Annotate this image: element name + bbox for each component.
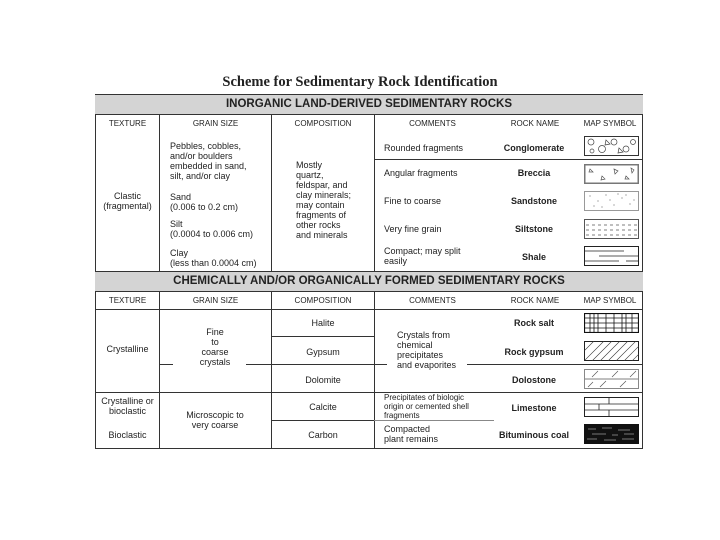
header-composition: COMPOSITION: [294, 296, 352, 305]
bituminous-coal-symbol-icon: [584, 424, 639, 444]
comment: Precipitates of biologic origin or cemented shell fragments: [384, 393, 469, 420]
header-composition: COMPOSITION: [294, 119, 352, 128]
grain-size: Clay (less than 0.0004 cm): [170, 248, 257, 268]
section-header-chemical: CHEMICALLY AND/OR ORGANICALLY FORMED SEDIMENTARY ROCKS: [95, 271, 643, 292]
divider: [159, 291, 160, 448]
divider: [95, 392, 643, 393]
divider: [246, 364, 374, 365]
divider: [271, 336, 374, 337]
rock-name: Limestone: [511, 403, 557, 413]
divider: [374, 159, 642, 160]
comment: Compact; may split easily: [384, 246, 461, 266]
conglomerate-symbol-icon: [584, 136, 639, 156]
rock-salt-symbol-icon: [584, 313, 639, 333]
composition: Halite: [311, 318, 335, 328]
rock-name: Bituminous coal: [498, 430, 569, 440]
header-map-symbol: MAP SYMBOL: [583, 119, 637, 128]
composition: Calcite: [309, 402, 337, 412]
page-title: Scheme for Sedimentary Rock Identification: [222, 74, 498, 90]
rock-name: Breccia: [517, 168, 551, 178]
header-texture: TEXTURE: [108, 119, 147, 128]
divider: [271, 420, 374, 421]
comment: Very fine grain: [384, 224, 442, 234]
header-map-symbol: MAP SYMBOL: [583, 296, 637, 305]
grain-size: Pebbles, cobbles, and/or boulders embedded in sand, silt, and/or clay: [170, 141, 247, 181]
texture-clastic: Clastic (fragmental): [103, 191, 152, 211]
divider: [159, 364, 173, 365]
sandstone-symbol-icon: [584, 191, 639, 211]
texture: Bioclastic: [108, 430, 147, 440]
divider: [271, 114, 272, 271]
rock-name: Sandstone: [510, 196, 557, 206]
header-grain-size: GRAIN SIZE: [192, 119, 239, 128]
header-rock-name: ROCK NAME: [510, 119, 560, 128]
divider: [374, 364, 387, 365]
divider: [467, 364, 642, 365]
dolostone-symbol-icon: [584, 369, 639, 389]
divider: [374, 420, 494, 421]
grain-size: Sand (0.006 to 0.2 cm): [170, 192, 239, 212]
grain-size: Fine to coarse crystals: [199, 327, 231, 367]
rock-name: Dolostone: [512, 375, 556, 385]
rock-name: Siltstone: [514, 224, 553, 234]
table-border: [95, 448, 643, 449]
composition: Carbon: [308, 430, 338, 440]
comment: Rounded fragments: [384, 143, 464, 153]
header-comments: COMMENTS: [409, 296, 456, 305]
header-rock-name: ROCK NAME: [510, 296, 560, 305]
header-grain-size: GRAIN SIZE: [192, 296, 239, 305]
comment: Angular fragments: [384, 168, 458, 178]
texture: Crystalline or bioclastic: [101, 396, 154, 416]
rock-gypsum-symbol-icon: [584, 341, 639, 361]
limestone-symbol-icon: [584, 397, 639, 417]
siltstone-symbol-icon: [584, 219, 639, 239]
divider: [374, 114, 375, 271]
rock-name: Conglomerate: [503, 143, 565, 153]
comment: Fine to coarse: [384, 196, 442, 206]
breccia-symbol-icon: [584, 164, 639, 184]
header-texture: TEXTURE: [108, 296, 147, 305]
composition: Gypsum: [306, 347, 340, 357]
composition: Mostly quartz, feldspar, and clay minerals; may contain fragments of other rocks and minerals: [296, 160, 352, 240]
grain-size: Silt (0.0004 to 0.006 cm): [170, 219, 254, 239]
divider: [271, 291, 272, 448]
comment: Crystals from chemical precipitates and evaporites: [397, 330, 457, 370]
rock-name: Rock gypsum: [504, 347, 564, 357]
texture: Crystalline: [106, 344, 149, 354]
section-header-inorganic: INORGANIC LAND-DERIVED SEDIMENTARY ROCKS: [95, 94, 643, 115]
rock-name: Rock salt: [513, 318, 555, 328]
divider: [159, 114, 160, 271]
shale-symbol-icon: [584, 246, 639, 266]
composition: Dolomite: [305, 375, 341, 385]
divider: [374, 291, 375, 448]
comment: Compacted plant remains: [384, 424, 439, 444]
rock-name: Shale: [521, 252, 546, 262]
divider: [95, 309, 643, 310]
header-comments: COMMENTS: [409, 119, 456, 128]
grain-size: Microscopic to very coarse: [186, 410, 244, 430]
